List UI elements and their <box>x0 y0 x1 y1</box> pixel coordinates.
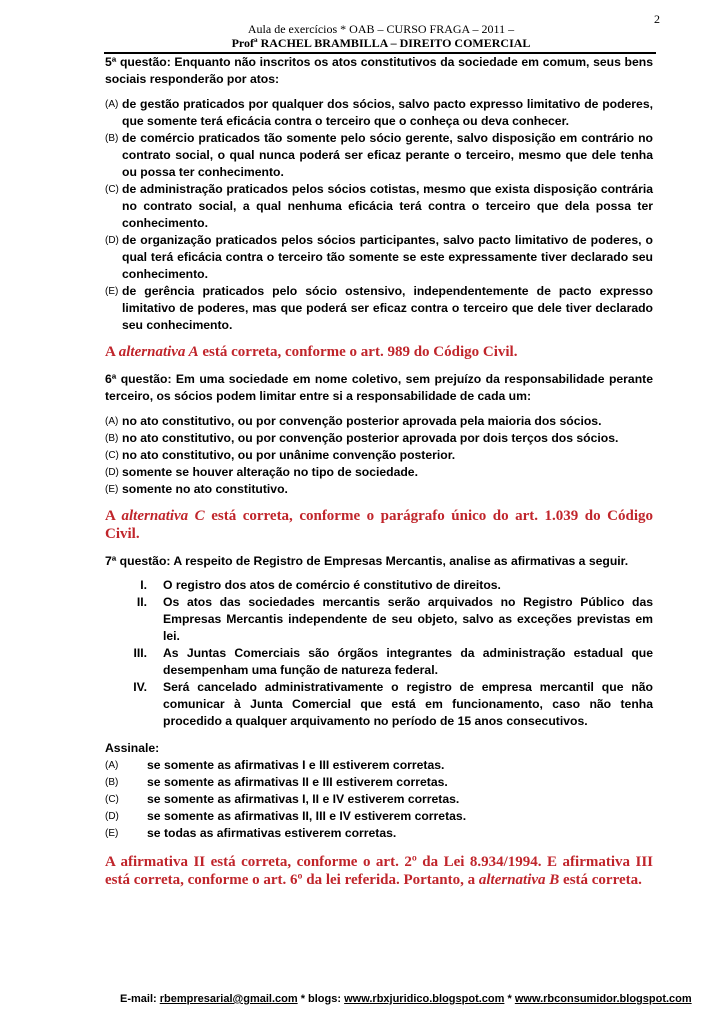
option-text: se somente as afirmativas II e III estiverem corretas. <box>147 775 448 789</box>
option-letter: (D) <box>105 235 119 246</box>
question-7: 7ª questão: A respeito de Registro de Empresas Mercantis, analise as afirmativas a seguir. <box>105 554 629 568</box>
email-label: E-mail: <box>120 993 160 1005</box>
option <box>105 774 653 791</box>
option-text: no ato constitutivo, ou por unânime convenção posterior. <box>122 448 456 462</box>
option-text: se somente as afirmativas II, III e IV estiverem corretas. <box>147 809 467 823</box>
header-line-2: Profª RACHEL BRAMBILLA – DIREITO COMERCIAL <box>231 36 531 50</box>
statement <box>105 645 653 679</box>
blog-link-juridico[interactable]: www.rbxjuridico.blogspot.com <box>344 993 505 1005</box>
option-letter: (B) <box>105 777 119 788</box>
option <box>105 481 653 498</box>
option-text: se somente as afirmativas I e III estiverem corretas. <box>147 758 445 772</box>
statement <box>105 577 653 594</box>
option-text: se todas as afirmativas estiverem corretas. <box>147 826 397 840</box>
option-letter: (C) <box>105 794 119 805</box>
statement-number: IV. <box>133 680 147 694</box>
option-letter: (A) <box>105 99 119 110</box>
option-letter: (E) <box>105 484 119 495</box>
option <box>105 413 653 430</box>
blog-link-consumidor[interactable]: www.rbconsumidor.blogspot.com <box>514 993 692 1005</box>
option-text: de comércio praticados tão somente pelo sócio gerente, salvo disposição em contrário no contrato social, o qual nunca poderá ser eficaz perante o terceiro, mesmo que dele tenha ou possa ter conhecimento. <box>122 131 653 179</box>
option-letter: (B) <box>105 433 119 444</box>
option <box>105 430 653 447</box>
statement-text: Os atos das sociedades mercantis serão arquivados no Registro Público das Empresas Mercantis independente de seu objeto, salvo as exceções previstas em lei. <box>163 595 653 643</box>
option-text: de administração praticados pelos sócios cotistas, mesmo que exista disposição contrária no contrato social, a qual nenhuma eficácia terá contra o terceiro que dela possa ter conhecimento. <box>122 182 653 230</box>
statement <box>105 594 653 645</box>
page-content <box>105 54 653 889</box>
statement-number: III. <box>133 646 147 660</box>
footer-separator: * <box>504 993 515 1005</box>
option-text: de gestão praticados por qualquer dos sócios, salvo pacto expresso limitativo de poderes, que somente terá eficácia contra o terceiro que o conheça ou deva conhecer. <box>122 97 653 128</box>
page-footer <box>120 993 692 1005</box>
option <box>105 283 653 334</box>
option <box>105 96 653 130</box>
option <box>105 757 653 774</box>
statement-text: As Juntas Comerciais são órgãos integrantes da administração estadual que desempenham uma função de natureza federal. <box>163 646 653 677</box>
statement <box>105 679 653 730</box>
statement-number: I. <box>140 578 147 592</box>
question-5: 5ª questão: Enquanto não inscritos os atos constitutivos da sociedade em comum, seus bens sociais responderão por atos: <box>105 55 653 86</box>
page-number: 2 <box>654 12 660 26</box>
option <box>105 181 653 232</box>
question-7-options <box>105 757 653 842</box>
option-text: se somente as afirmativas I, II e IV estiverem corretas. <box>147 792 460 806</box>
option-letter: (E) <box>105 286 119 297</box>
option-letter: (C) <box>105 450 119 461</box>
option-letter: (B) <box>105 133 119 144</box>
footer-separator: * blogs: <box>297 993 345 1005</box>
email-link[interactable]: rbempresarial@gmail.com <box>159 993 298 1005</box>
option <box>105 808 653 825</box>
statement-text: Será cancelado administrativamente o registro de empresa mercantil que não comunicar à Junta Comercial que está em funcionamento, caso não tenha procedido a qualquer arquivamento no período de 15 anos consecutivos. <box>163 680 653 728</box>
question-6: 6ª questão: Em uma sociedade em nome coletivo, sem prejuízo da responsabilidade perante terceiro, os sócios podem limitar entre si a responsabilidade de cada um: <box>105 372 653 403</box>
option-text: no ato constitutivo, ou por convenção posterior aprovada pela maioria dos sócios. <box>122 414 602 428</box>
statement-number: II. <box>136 595 147 609</box>
answer-7: A afirmativa II está correta, conforme o art. 2º da Lei 8.934/1994. E afirmativa III está correta, conforme o art. 6º da lei referida. Portanto, a alternativa B está correta. <box>105 854 653 888</box>
option-text: no ato constitutivo, ou por convenção posterior aprovada por dois terços dos sócios. <box>122 431 619 445</box>
answer-5: A alternativa A está correta, conforme o art. 989 do Código Civil. <box>105 344 518 360</box>
option-letter: (D) <box>105 467 119 478</box>
option-text: de organização praticados pelos sócios participantes, salvo pacto limitativo de poderes, o qual terá eficácia contra o terceiro tão somente se este expressamente tiver declarado seu conhecimento. <box>122 233 653 281</box>
option-letter: (A) <box>105 760 119 771</box>
option-text: somente se houver alteração no tipo de sociedade. <box>122 465 418 479</box>
option <box>105 464 653 481</box>
option-letter: (C) <box>105 184 119 195</box>
question-5-options <box>105 96 653 334</box>
option <box>105 825 653 842</box>
question-6-options <box>105 413 653 498</box>
option-letter: (E) <box>105 828 119 839</box>
option <box>105 447 653 464</box>
answer-6: A alternativa C está correta, conforme o parágrafo único do art. 1.039 do Código Civil. <box>105 508 653 542</box>
statement-text: O registro dos atos de comércio é constitutivo de direitos. <box>163 578 501 592</box>
option <box>105 232 653 283</box>
header-line-1: Aula de exercícios * OAB – CURSO FRAGA – 2011 – <box>247 22 515 36</box>
document-header <box>106 22 656 50</box>
option <box>105 791 653 808</box>
option-text: de gerência praticados pelo sócio ostensivo, independentemente de pacto expresso limitativo de poderes, mas que poderá ser eficaz contra o terceiro que dele tiver declarado seu conhecimento. <box>122 284 653 332</box>
option-letter: (A) <box>105 416 119 427</box>
option <box>105 130 653 181</box>
option-text: somente no ato constitutivo. <box>122 482 288 496</box>
assinale-label: Assinale: <box>105 741 160 755</box>
option-letter: (D) <box>105 811 119 822</box>
question-7-statements <box>105 577 653 730</box>
